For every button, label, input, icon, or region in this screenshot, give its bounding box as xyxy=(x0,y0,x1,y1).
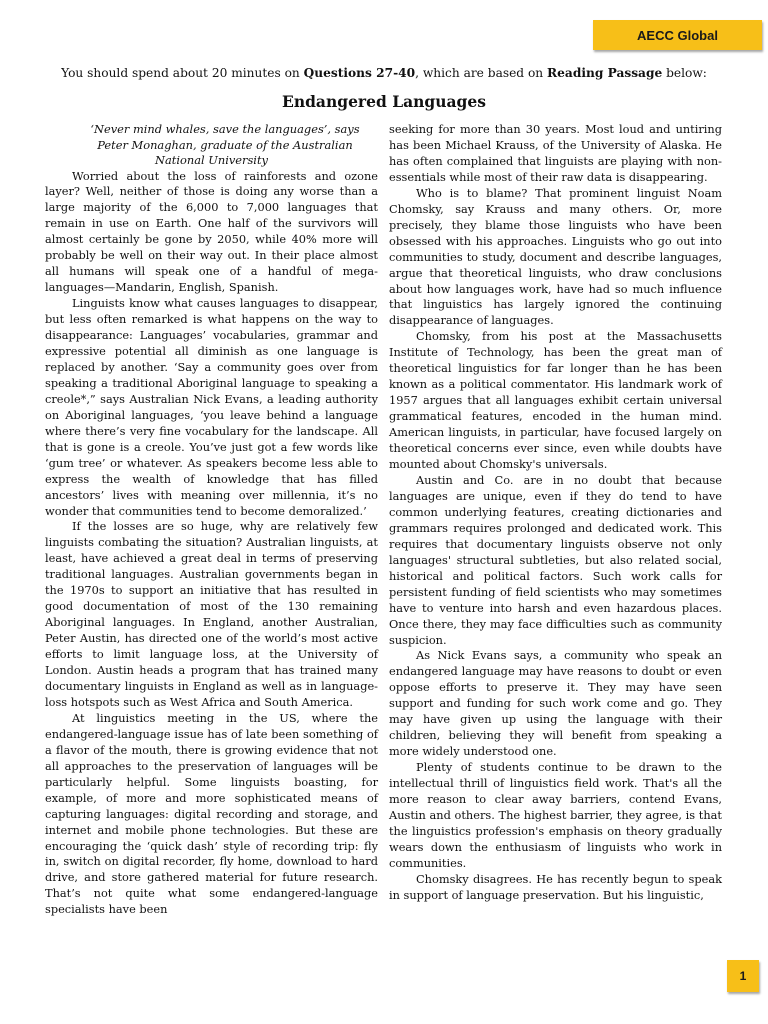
right-paragraph: Chomsky disagrees. He has recently begun to speak in support of language preservation. But his linguistic, xyxy=(389,871,722,902)
left-paragraph: If the losses are so huge, why are relatively few linguists combating the situation? Australian linguists, at least, have achieved a great deal in terms of preserving traditional languages. Australian governments began in the 1970s to support an initiative that has resulted in good documentation of most of the 130 remaining Aboriginal languages. In England, another Australian, Peter Austin, has directed one of the world’s most active efforts to limit language loss, at the University of London. Austin heads a program that has trained many documentary linguists in England as well as in language-loss hotspots such as West Africa and South America. xyxy=(45,519,378,709)
passage-title: Endangered Languages xyxy=(282,92,486,111)
subtitle-line-2: Peter Monaghan, graduate of the Australian National University xyxy=(97,137,353,167)
page-number-badge xyxy=(727,960,759,992)
instruction-middle: , which are based on xyxy=(415,66,548,80)
instruction-prefix: You should spend about 20 minutes on xyxy=(61,66,304,80)
left-paragraph: At linguistics meeting in the US, where the endangered-language issue has of late been something of a flavor of the mouth, there is growing evidence that not all approaches to the preservation of languages will be particularly helpful. Some linguists boasting, for example, of more and more sophisticated means of capturing languages: digital recording and storage, and internet and mobile phone technologies. But these are encouraging the ‘quick dash’ style of recording trip: fly in, switch on digital recorder, fly home, download to hard drive, and store gathered material for future research. That’s not quite what some endangered-language specialists have been xyxy=(45,710,378,917)
left-column xyxy=(45,122,378,918)
instruction-questions: Questions 27-40 xyxy=(303,66,416,80)
subtitle-line-1: ‘Never mind whales, save the languages’, says xyxy=(90,122,360,136)
left-paragraph: Worried about the loss of rainforests and ozone layer? Well, neither of those is doing any worse than a large majority of the 6,000 to 7,000 languages that remain in use on Earth. One half of the survivors will almost certainly be gone by 2050, while 40% more will probably be well on their way out. In their place almost all humans will speak one of a handful of mega-languages—Mandarin, English, Spanish. xyxy=(45,168,378,295)
right-paragraph: Who is to blame? That prominent linguist Noam Chomsky, say Krauss and many others. Or, more precisely, they blame those linguists who have been obsessed with his approaches. Linguists who go out into communities to study, document and describe languages, argue that theoretical linguists, who draw conclusions about how languages work, have had so much influence that linguistics has largely ignored the continuing disappearance of languages. xyxy=(389,185,722,328)
brand-label: AECC Global xyxy=(637,27,718,43)
right-paragraph: Chomsky, from his post at the Massachusetts Institute of Technology, has been the great man of theoretical linguistics for far longer than he has been known as a political commentator. His landmark work of 1957 argues that all languages exhibit certain universal grammatical features, encoded in the human mind. American linguists, in particular, have focused largely on theoretical concerns ever since, even while doubts have mounted about Chomsky's universals. xyxy=(389,329,722,472)
right-paragraph: Plenty of students continue to be drawn to the intellectual thrill of linguistics field work. That's all the more reason to clear away barriers, contend Evans, Austin and others. The highest barrier, they agree, is that the linguistics profession's emphasis on theory gradually wears down the enthusiasm of linguists who work in communities. xyxy=(389,760,722,870)
left-paragraph: Linguists know what causes languages to disappear, but less often remarked is what happens on the way to disappearance: Languages’ vocabularies, grammar and expressive potential all diminish as one language is replaced by another. ‘Say a community goes over from speaking a traditional Aboriginal language to speaking a creole*,” says Australian Nick Evans, a leading authority on Aboriginal languages, ‘you leave behind a language where there’s very fine vocabulary for the landscape. All that is gone is a creole. You’ve just got a few words like ‘gum tree’ or whatever. As speakers become less able to express the wealth of knowledge that has filled ancestors’ lives with meaning over millennia, it’s no wonder that communities tend to become demoralized.’ xyxy=(45,296,378,518)
brand-badge xyxy=(593,20,762,50)
right-continuation: seeking for more than 30 years. Most loud and untiring has been Michael Krauss, of the University of Alaska. He has often complained that linguists are playing with non-essentials while most of their raw data is disappearing. xyxy=(389,122,722,184)
instruction-suffix: below: xyxy=(662,66,707,80)
instruction-passage: Reading Passage xyxy=(547,66,663,80)
page-number: 1 xyxy=(739,969,747,983)
right-paragraph: Austin and Co. are in no doubt that because languages are unique, even if they do tend to have common underlying features, creating dictionaries and grammars requires prolonged and dedicated work. This requires that documentary linguists observe not only languages' structural subtleties, but also related social, historical and political factors. Such work calls for persistent funding of field scientists who may sometimes have to venture into harsh and even hazardous places. Once there, they may face difficulties such as community suspicion. xyxy=(389,472,722,647)
instruction-line xyxy=(10,66,758,80)
right-paragraph: As Nick Evans says, a community who speak an endangered language may have reasons to doubt or even oppose efforts to preserve it. They may have seen support and funding for such work come and go. They may have given up using the language with their children, believing they will benefit from speaking a more widely understood one. xyxy=(389,648,722,759)
right-column xyxy=(389,122,722,904)
